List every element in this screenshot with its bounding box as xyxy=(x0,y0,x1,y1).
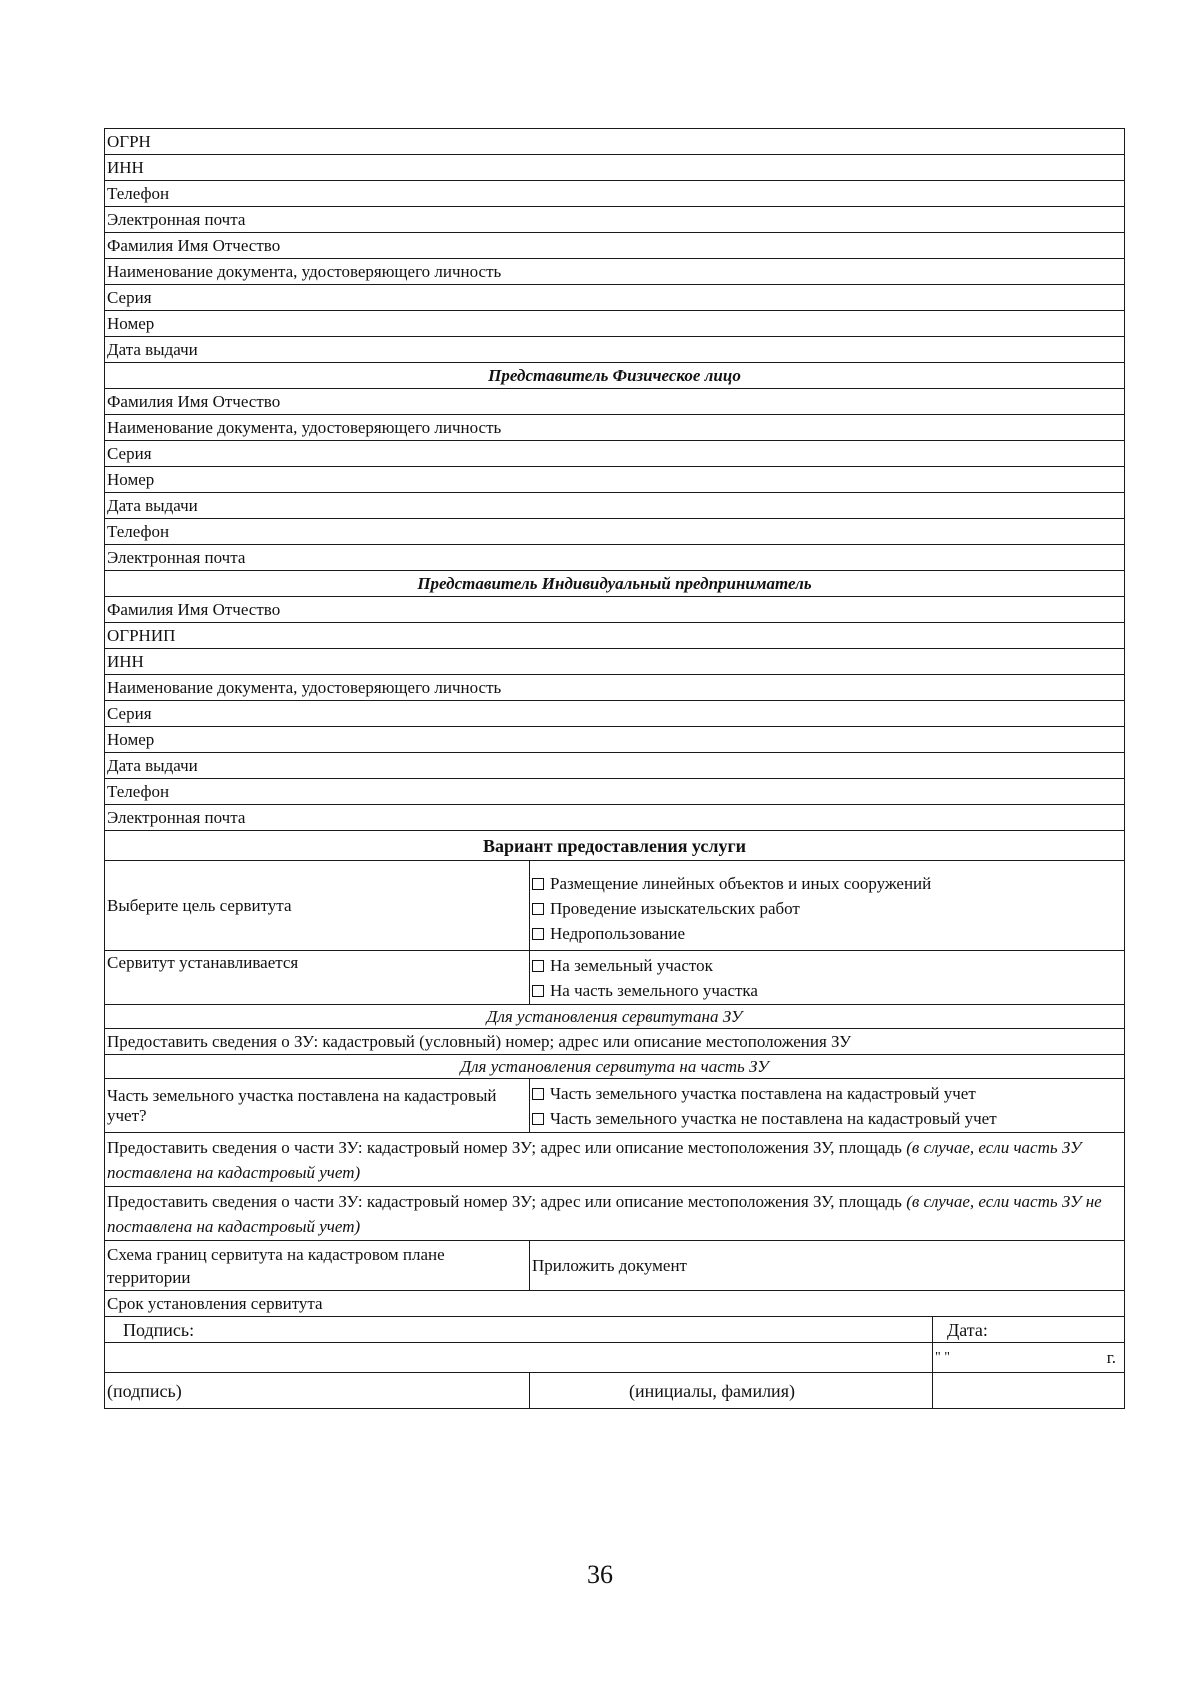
ip-field-inn[interactable]: ИНН xyxy=(105,649,1125,675)
signature-label: Подпись: xyxy=(105,1317,933,1343)
date-field[interactable] xyxy=(933,1343,1125,1373)
section-title-entrepreneur-representative: Представитель Индивидуальный предприниматель xyxy=(105,571,1125,597)
checkbox-icon[interactable] xyxy=(532,1088,544,1100)
field-phone[interactable]: Телефон xyxy=(105,181,1125,207)
checkbox-icon[interactable] xyxy=(532,985,544,997)
field-number[interactable]: Номер xyxy=(105,311,1125,337)
purpose-label: Выберите цель сервитута xyxy=(105,861,530,951)
name-hint: (инициалы, фамилия) xyxy=(530,1373,933,1409)
term-field[interactable]: Срок установления сервитута xyxy=(105,1291,1125,1317)
rep-field-email[interactable]: Электронная почта xyxy=(105,545,1125,571)
part-option-registered-label: Часть земельного участка поставлена на кадастровый учет xyxy=(550,1084,976,1103)
checkbox-icon[interactable] xyxy=(532,928,544,940)
established-options xyxy=(530,951,1125,1005)
established-label: Сервитут устанавливается xyxy=(105,951,530,1005)
note-plot: Для установления сервитутана ЗУ xyxy=(105,1005,1125,1029)
page-number: 36 xyxy=(587,1560,613,1589)
info-plot-field[interactable]: Предоставить сведения о ЗУ: кадастровый (условный) номер; адрес или описание местоположения ЗУ xyxy=(105,1029,1125,1055)
field-series[interactable]: Серия xyxy=(105,285,1125,311)
blank-date-cell xyxy=(933,1373,1125,1409)
date-label: Дата: xyxy=(933,1317,1125,1343)
info-part-not-registered-field[interactable] xyxy=(105,1187,1125,1241)
ip-field-email[interactable]: Электронная почта xyxy=(105,805,1125,831)
part-option-not-registered-label: Часть земельного участка не поставлена на кадастровый учет xyxy=(550,1109,997,1128)
rep-field-issue-date[interactable]: Дата выдачи xyxy=(105,493,1125,519)
checkbox-icon[interactable] xyxy=(532,878,544,890)
info-part-registered-field[interactable] xyxy=(105,1133,1125,1187)
rep-field-phone[interactable]: Телефон xyxy=(105,519,1125,545)
info-part-not-registered-text: Предоставить сведения о части ЗУ: кадастровый номер ЗУ; адрес или описание местоположения ЗУ, площадь xyxy=(107,1192,902,1211)
signature-field[interactable] xyxy=(105,1343,933,1373)
field-email[interactable]: Электронная почта xyxy=(105,207,1125,233)
established-option-plot-label: На земельный участок xyxy=(550,956,713,975)
section-title-individual-representative: Представитель Физическое лицо xyxy=(105,363,1125,389)
field-ogrn[interactable]: ОГРН xyxy=(105,129,1125,155)
ip-field-phone[interactable]: Телефон xyxy=(105,779,1125,805)
ip-field-full-name[interactable]: Фамилия Имя Отчество xyxy=(105,597,1125,623)
part-registered-label: Часть земельного участка поставлена на кадастровый учет? xyxy=(105,1079,530,1133)
checkbox-icon[interactable] xyxy=(532,903,544,915)
info-part-registered-text: Предоставить сведения о части ЗУ: кадастровый номер ЗУ; адрес или описание местоположения ЗУ, площадь xyxy=(107,1138,902,1157)
ip-field-id-document[interactable]: Наименование документа, удостоверяющего личность xyxy=(105,675,1125,701)
purpose-option-survey-label: Проведение изыскательских работ xyxy=(550,898,800,918)
rep-field-number[interactable]: Номер xyxy=(105,467,1125,493)
section-title-service-variant: Вариант предоставления услуги xyxy=(105,831,1125,861)
info-part-registered-note: (в случае, если часть ЗУ поставлена на кадастровый учет) xyxy=(107,1138,1082,1182)
purpose-option-linear[interactable] xyxy=(532,871,1122,896)
purpose-option-subsoil-label: Недропользование xyxy=(550,923,686,943)
checkbox-icon[interactable] xyxy=(532,960,544,972)
rep-field-full-name[interactable]: Фамилия Имя Отчество xyxy=(105,389,1125,415)
rep-field-series[interactable]: Серия xyxy=(105,441,1125,467)
checkbox-icon[interactable] xyxy=(532,1113,544,1125)
date-quotes: " " xyxy=(935,1350,950,1365)
attach-document-button[interactable]: Приложить документ xyxy=(530,1241,1125,1291)
purpose-option-survey[interactable] xyxy=(532,896,1122,921)
part-option-registered[interactable] xyxy=(532,1081,1122,1106)
date-year: г. xyxy=(1106,1348,1116,1367)
field-id-document[interactable]: Наименование документа, удостоверяющего личность xyxy=(105,259,1125,285)
established-option-part[interactable] xyxy=(532,978,1122,1003)
scheme-label: Схема границ сервитута на кадастровом плане территории xyxy=(105,1241,530,1291)
field-full-name[interactable]: Фамилия Имя Отчество xyxy=(105,233,1125,259)
note-part: Для установления сервитута на часть ЗУ xyxy=(105,1055,1125,1079)
purpose-options xyxy=(530,861,1125,951)
established-option-plot[interactable] xyxy=(532,953,1122,978)
ip-field-issue-date[interactable]: Дата выдачи xyxy=(105,753,1125,779)
part-option-not-registered[interactable] xyxy=(532,1106,1122,1131)
signature-hint: (подпись) xyxy=(105,1373,530,1409)
established-option-part-label: На часть земельного участка xyxy=(550,981,758,1000)
field-issue-date[interactable]: Дата выдачи xyxy=(105,337,1125,363)
part-registered-options xyxy=(530,1079,1125,1133)
purpose-option-linear-label: Размещение линейных объектов и иных сооружений xyxy=(550,873,932,893)
application-form-table xyxy=(104,128,1125,1409)
field-inn[interactable]: ИНН xyxy=(105,155,1125,181)
ip-field-number[interactable]: Номер xyxy=(105,727,1125,753)
ip-field-series[interactable]: Серия xyxy=(105,701,1125,727)
ip-field-ogrnip[interactable]: ОГРНИП xyxy=(105,623,1125,649)
purpose-option-subsoil[interactable] xyxy=(532,921,1122,946)
rep-field-id-document[interactable]: Наименование документа, удостоверяющего личность xyxy=(105,415,1125,441)
info-part-not-registered-note: (в случае, если часть ЗУ не поставлена на кадастровый учет) xyxy=(107,1192,1102,1236)
